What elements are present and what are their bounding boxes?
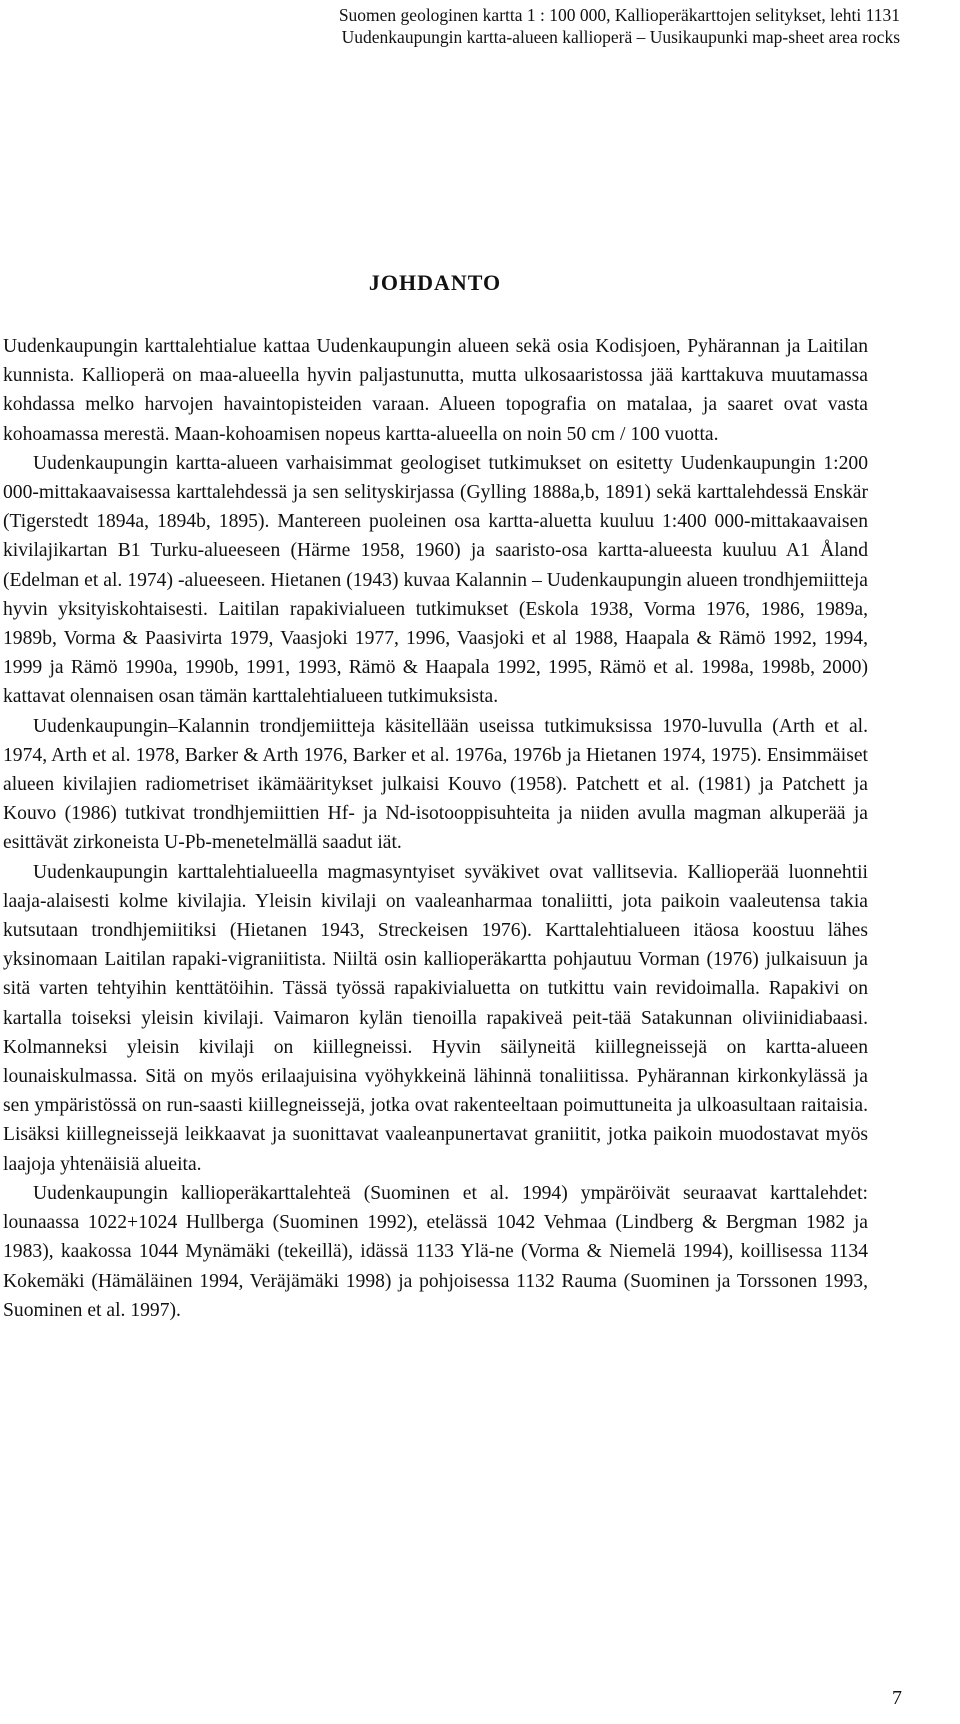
paragraph-adjacent-sheets: Uudenkaupungin kallioperäkarttalehteä (Suominen et al. 1994) ympäröivät seuraavat karttalehdet: lounaassa 1022+1024 Hullberga (Suominen 1992), etelässä 1042 Vehmaa (Lindberg & Bergman 1982 ja 1983), kaakossa 1044 Mynämäki (tekeillä), idässä 1133 Ylä-ne (Vorma & Niemelä 1994), koillisessa 1134 Kokemäki (Hämäläinen 1994, Veräjämäki 1998) ja pohjoisessa 1132 Rauma (Suominen ja Torssonen 1993, Suominen et al. 1997). bbox=[3, 1182, 868, 1321]
running-header bbox=[339, 4, 900, 48]
paragraph-previous-studies: Uudenkaupungin kartta-alueen varhaisimmat geologiset tutkimukset on esitetty Uudenkaupungin 1:200 000-mittakaavaisessa karttalehdessä ja sen selityskirjassa (Gylling 1888a,b, 1891) sekä karttalehdessä Enskär (Tigerstedt 1894a, 1894b, 1895). Mantereen puoleinen osa kartta-aluetta kuuluu 1:400 000-mittakaavaisen kivilajikartan B1 Turku-alueeseen (Härme 1958, 1960) ja saaristo-osa kartta-alueesta kuuluu A1 Åland (Edelman et al. 1974) -alueeseen. Hietanen (1943) kuvaa Kalannin – Uudenkaupungin alueen trondhjemiitteja hyvin yksityiskohtaisesti. Laitilan rapakivialueen tutkimukset (Eskola 1938, Vorma 1976, 1986, 1989a, 1989b, Vorma & Paasivirta 1979, Vaasjoki 1977, 1996, Vaasjoki et al 1988, Haapala & Rämö 1992, 1994, 1999 ja Rämö 1990a, 1990b, 1991, 1993, Rämö & Haapala 1992, 1995, Rämö et al. 1998a, 1998b, 2000) kattavat olennaisen osan tämän karttalehtialueen tutkimuksista. bbox=[3, 452, 868, 708]
page-number: 7 bbox=[892, 1687, 902, 1709]
paragraph-trondhjemite-studies: Uudenkaupungin–Kalannin trondjemiitteja käsitellään useissa tutkimuksissa 1970-luvulla (Arth et al. 1974, Arth et al. 1978, Barker & Arth 1976, Barker et al. 1976a, 1976b ja Hietanen 1974, 1975). Ensimmäiset alueen kivilajien radiometriset ikämääritykset julkaisi Kouvo (1958). Patchett et al. (1981) ja Patchett ja Kouvo (1986) tutkivat trondhjemiittien Hf- ja Nd-isotooppisuhteita ja niiden avulla magman alkuperää ja esittävät zirkoneista U-Pb-menetelmällä saadut iät. bbox=[3, 715, 868, 854]
section-title: JOHDANTO bbox=[368, 270, 502, 295]
running-header-series: Suomen geologinen kartta 1 : 100 000, Kallioperäkarttojen selitykset, lehti 1131 bbox=[338, 5, 900, 25]
body-text bbox=[3, 332, 868, 1325]
running-header-title: Uudenkaupungin kartta-alueen kallioperä – Uusikaupunki map-sheet area rocks bbox=[341, 27, 900, 47]
paragraph-intro: Uudenkaupungin karttalehtialue kattaa Uudenkaupungin alueen sekä osia Kodisjoen, Pyhärannan ja Laitilan kunnista. Kallioperä on maa-alueella hyvin paljastunutta, mutta ulkosaaristossa jää karttakuva muutamassa kohdassa melko harvojen havaintopisteiden varaan. Alueen topografia on matalaa, ja saaret ovat vasta kohoamassa merestä. Maan-kohoamisen nopeus kartta-alueella on noin 50 cm / 100 vuotta. bbox=[3, 336, 868, 445]
paragraph-rock-types: Uudenkaupungin karttalehtialueella magmasyntyiset syväkivet ovat vallitsevia. Kallioperää luonnehtii laaja-alaisesti kolme kivilajia. Yleisin kivilaji on vaaleanharmaa tonaliitti, jota paikoin vaaleutensa takia kutsutaan trondhjemiitiksi (Hietanen 1943, Streckeisen 1976). Karttalehtialueen itäosa koostuu lähes yksinomaan Laitilan rapaki-vigraniitista. Niiltä osin kallioperäkartta pohjautuu Vorman (1976) julkaisuun ja sitä varten tehtyihin kenttätöihin. Tässä työssä rapakivialuetta on tutkittu vain revidoimalla. Rapakivi on kartalla toiseksi yleisin kivilaji. Vaimaron kylän tienoilla rapakiveä peit-tää Satakunnan oliviinidiabaasi. Kolmanneksi yleisin kivilaji on kiillegneissi. Hyvin säilyneitä kiillegneissejä on kartta-alueen lounaiskulmassa. Sitä on myös erilaajuisina vyöhykkeinä lähinnä tonaliitissa. Pyhärannan kirkonkylässä ja sen ympäristössä on run-saasti kiillegneissejä, jotka ovat rakenteeltaan poimuttuneita ja ulkoasultaan raitaisia. Lisäksi kiillegneissejä leikkaavat ja suonittavat vaaleanpunertavat graniitit, jotka paikoin muodostavat myös laajoja yhtenäisiä alueita. bbox=[3, 861, 868, 1175]
